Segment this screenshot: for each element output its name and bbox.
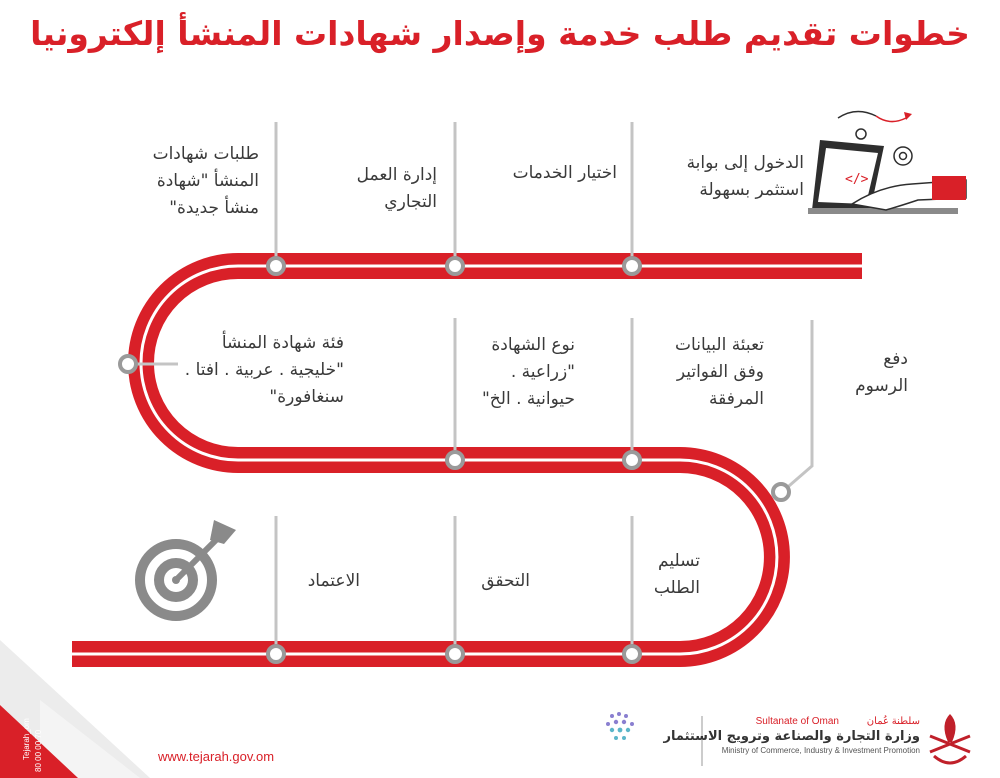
step-requests-line-3: منشأ جديدة" [169, 198, 259, 218]
node-login [624, 258, 640, 274]
node-approve [268, 646, 284, 662]
step-type-line-1: نوع الشهادة [491, 335, 575, 355]
node-submit [624, 646, 640, 662]
page-title: خطوات تقديم طلب خدمة وإصدار شهادات المنشأ إلكترونيا [30, 14, 970, 53]
node-verify [447, 646, 463, 662]
node-requests [268, 258, 284, 274]
target-arrow-icon [140, 520, 236, 616]
step-fill-line-1: تعبئة البيانات [675, 335, 764, 355]
step-commercial [317, 162, 437, 216]
step-verify-line-1: التحقق [481, 571, 530, 591]
step-submit [620, 548, 700, 602]
step-category-line-1: فئة شهادة المنشأ [221, 333, 344, 353]
ministry-top [663, 716, 920, 727]
step-login [654, 150, 804, 204]
step-fill-line-2: وفق الفواتير [676, 362, 764, 382]
partner-logo [606, 712, 634, 740]
phone-text: 80 00 00 70 [34, 729, 43, 772]
node-type [447, 452, 463, 468]
step-submit-line-2: الطلب [653, 578, 700, 598]
step-type-line-2: "زراعية . [510, 362, 575, 382]
step-commercial-line-2: التجاري [384, 192, 437, 212]
website-link[interactable]: www.tejarah.gov.om [158, 749, 275, 764]
step-login-line-2: استثمر بسهولة [699, 180, 804, 200]
svg-text:</>: </> [845, 172, 869, 187]
node-pay [773, 484, 789, 500]
node-services [447, 258, 463, 274]
ministry-name-en: Ministry of Commerce, Industry & Investment Promotion [721, 746, 920, 755]
step-pay-line-2: الرسوم [855, 376, 908, 396]
ministry-block [663, 716, 920, 755]
social-text: Tejarah_om [22, 718, 31, 760]
ministry-name-ar: وزارة التجارة والصناعة وترويج الاستثمار [663, 729, 920, 744]
node-category [120, 356, 136, 372]
step-submit-line-1: تسليم [658, 551, 700, 571]
step-category-line-2: "خليجية . عربية . افتا . [184, 360, 344, 380]
step-category-line-3: سنغافورة" [269, 387, 344, 407]
step-verify [450, 568, 530, 595]
step-category [154, 330, 344, 411]
step-commercial-line-1: إدارة العمل [356, 165, 437, 185]
step-approve-line-1: الاعتماد [307, 571, 360, 591]
step-login-line-1: الدخول إلى بوابة [686, 153, 804, 173]
laptop-coding-icon [808, 111, 966, 214]
step-requests-line-2: المنشأ "شهادة [156, 171, 259, 191]
phone-number [34, 692, 43, 772]
step-pay-line-1: دفع [883, 349, 908, 369]
step-type [435, 332, 575, 413]
step-requests-line-1: طلبات شهادات [152, 144, 259, 164]
ministry-top-en: Sultanate of Oman [755, 716, 839, 727]
step-fill [624, 332, 764, 413]
step-type-line-3: حيوانية . الخ" [481, 389, 575, 409]
ministry-emblem-icon [930, 714, 970, 763]
step-services [467, 160, 617, 187]
social-handle [22, 680, 31, 760]
node-fill [624, 452, 640, 468]
ministry-top-ar: سلطنة عُمان [866, 716, 920, 727]
step-services-line-1: اختيار الخدمات [512, 163, 617, 183]
step-pay [818, 346, 908, 400]
step-requests [119, 141, 259, 222]
step-approve [270, 568, 360, 595]
step-fill-line-3: المرفقة [709, 389, 764, 409]
